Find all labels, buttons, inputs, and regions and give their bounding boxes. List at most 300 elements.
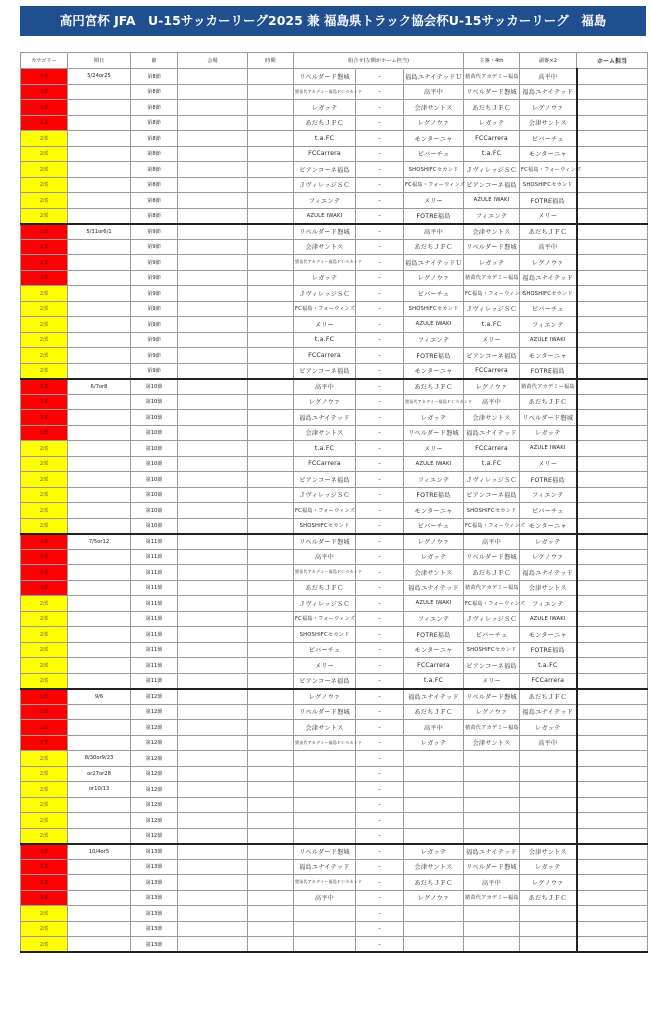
home-duty-cell [577,301,648,317]
assistant-referee-cell: レグノウァ [520,549,577,565]
vs-dash-cell: - [356,596,404,612]
section-cell: 第9節 [131,348,178,364]
time-cell [248,720,294,736]
away-team-cell: レグノウァ [404,115,464,131]
home-duty-cell [577,518,648,534]
time-cell [248,115,294,131]
table-row [21,270,648,286]
referee-cell [464,782,520,798]
referee-cell: メリー [464,673,520,689]
assistant-referee-cell [520,813,577,829]
table-row [21,410,648,426]
category-cell: 2部 [21,611,68,627]
referee-cell: メリー [464,332,520,348]
away-team-cell: フィエンテ [404,472,464,488]
home-duty-cell [577,503,648,519]
assistant-referee-cell: レグノウァ [520,875,577,891]
away-team-cell: 福島ユナイテッド [404,689,464,705]
section-cell: 第12節 [131,766,178,782]
section-cell: 第9節 [131,363,178,379]
date-cell [68,906,131,922]
section-cell: 第12節 [131,828,178,844]
time-cell [248,84,294,100]
table-row [21,317,648,333]
away-team-cell: レグノウァ [404,534,464,550]
section-cell: 第13節 [131,937,178,953]
section-cell: 第10節 [131,425,178,441]
assistant-referee-cell: モンターニャ [520,518,577,534]
vs-dash-cell: - [356,348,404,364]
section-cell: 第10節 [131,441,178,457]
assistant-referee-cell [520,921,577,937]
category-cell: 2部 [21,193,68,209]
vs-dash-cell: - [356,828,404,844]
venue-cell [178,177,248,193]
header-time: 時間 [248,53,294,69]
header-category: カテゴリー [21,53,68,69]
time-cell [248,317,294,333]
home-team-cell: リベルダード磐城 [294,534,356,550]
assistant-referee-cell: メリー [520,208,577,224]
referee-cell: あだちＪＦＣ [464,565,520,581]
table-row [21,286,648,302]
table-row [21,472,648,488]
referee-cell: リベルダード磐城 [464,859,520,875]
home-team-cell: 猪苗代アカデミー福島ＦＣセカンド [294,255,356,271]
vs-dash-cell: - [356,193,404,209]
home-duty-cell [577,487,648,503]
table-row [21,828,648,844]
venue-cell [178,348,248,364]
away-team-cell: フィエンテ [404,611,464,627]
vs-dash-cell: - [356,751,404,767]
category-cell: 2部 [21,937,68,953]
table-row [21,689,648,705]
date-cell [68,704,131,720]
assistant-referee-cell: 福島ユナイテッド [520,84,577,100]
home-duty-cell [577,363,648,379]
home-team-cell [294,782,356,798]
referee-cell: SHOSHIFCセカンド [464,642,520,658]
date-cell [68,503,131,519]
home-duty-cell [577,472,648,488]
category-cell: 2部 [21,642,68,658]
away-team-cell: モンターニャ [404,503,464,519]
date-cell: or27or28 [68,766,131,782]
referee-cell [464,813,520,829]
assistant-referee-cell [520,937,577,953]
section-cell: 第8節 [131,208,178,224]
table-row [21,890,648,906]
category-cell: 1部 [21,735,68,751]
home-team-cell: ビアンコーネ福島 [294,673,356,689]
section-cell: 第11節 [131,673,178,689]
vs-dash-cell: - [356,146,404,162]
vs-dash-cell: - [356,332,404,348]
vs-dash-cell: - [356,100,404,116]
section-cell: 第11節 [131,611,178,627]
home-team-cell [294,813,356,829]
date-cell [68,363,131,379]
section-cell: 第11節 [131,580,178,596]
table-row [21,565,648,581]
section-cell: 第13節 [131,921,178,937]
table-row [21,177,648,193]
time-cell [248,394,294,410]
date-cell [68,642,131,658]
venue-cell [178,379,248,395]
section-cell: 第11節 [131,534,178,550]
venue-cell [178,735,248,751]
date-cell [68,472,131,488]
time-cell [248,162,294,178]
assistant-referee-cell: 猪苗代アカデミー福島 [520,379,577,395]
table-row [21,751,648,767]
home-team-cell: 会津サントス [294,239,356,255]
home-team-cell: ＪヴィレッジＳＣ [294,487,356,503]
assistant-referee-cell [520,766,577,782]
vs-dash-cell: - [356,224,404,240]
date-cell: 5/24or25 [68,69,131,85]
away-team-cell: 高平中 [404,224,464,240]
date-cell [68,828,131,844]
category-cell: 2部 [21,162,68,178]
assistant-referee-cell: レガッテ [520,534,577,550]
category-cell: 1部 [21,115,68,131]
section-cell: 第12節 [131,720,178,736]
home-duty-cell [577,921,648,937]
vs-dash-cell: - [356,115,404,131]
time-cell [248,859,294,875]
away-team-cell: 福島ユナイテッドＵ [404,255,464,271]
home-duty-cell [577,658,648,674]
section-cell: 第13節 [131,875,178,891]
table-row [21,859,648,875]
date-cell [68,394,131,410]
home-team-cell: ＪヴィレッジＳＣ [294,596,356,612]
home-duty-cell [577,224,648,240]
assistant-referee-cell: 会津サントス [520,580,577,596]
date-cell [68,177,131,193]
venue-cell [178,580,248,596]
category-cell: 2部 [21,348,68,364]
date-cell [68,580,131,596]
home-team-cell: レグノウァ [294,689,356,705]
venue-cell [178,131,248,147]
table-row [21,549,648,565]
home-team-cell: ＪヴィレッジＳＣ [294,177,356,193]
venue-cell [178,828,248,844]
home-duty-cell [577,673,648,689]
vs-dash-cell: - [356,875,404,891]
section-cell: 第13節 [131,890,178,906]
assistant-referee-cell [520,782,577,798]
section-cell: 第11節 [131,658,178,674]
section-cell: 第8節 [131,131,178,147]
venue-cell [178,782,248,798]
time-cell [248,518,294,534]
category-cell: 1部 [21,270,68,286]
time-cell [248,813,294,829]
referee-cell: 高平中 [464,394,520,410]
vs-dash-cell: - [356,379,404,395]
section-cell: 第9節 [131,332,178,348]
home-duty-cell [577,859,648,875]
table-row [21,84,648,100]
date-cell [68,208,131,224]
referee-cell [464,766,520,782]
away-team-cell [404,921,464,937]
home-team-cell: メリー [294,317,356,333]
category-cell: 1部 [21,69,68,85]
venue-cell [178,534,248,550]
assistant-referee-cell: フィエンテ [520,317,577,333]
away-team-cell: FOTRE福島 [404,487,464,503]
home-team-cell: 高平中 [294,379,356,395]
referee-cell [464,751,520,767]
referee-cell: 猪苗代アカデミー福島 [464,890,520,906]
home-duty-cell [577,441,648,457]
venue-cell [178,100,248,116]
referee-cell: リベルダード磐城 [464,84,520,100]
venue-cell [178,906,248,922]
header-venue: 会場 [178,53,248,69]
date-cell [68,518,131,534]
venue-cell [178,410,248,426]
category-cell: 1部 [21,890,68,906]
home-duty-cell [577,270,648,286]
assistant-referee-cell: ビバーチェ [520,301,577,317]
time-cell [248,255,294,271]
venue-cell [178,611,248,627]
home-team-cell [294,751,356,767]
category-cell: 1部 [21,239,68,255]
vs-dash-cell: - [356,410,404,426]
venue-cell [178,115,248,131]
referee-cell [464,797,520,813]
category-cell: 2部 [21,131,68,147]
venue-cell [178,487,248,503]
header-referee: 主審・4th [464,53,520,69]
date-cell: 6/7or8 [68,379,131,395]
time-cell [248,503,294,519]
venue-cell [178,503,248,519]
category-cell: 1部 [21,859,68,875]
vs-dash-cell: - [356,906,404,922]
referee-cell: 猪苗代アカデミー福島 [464,69,520,85]
table-row [21,332,648,348]
assistant-referee-cell: 高平中 [520,735,577,751]
referee-cell: ビバーチェ [464,627,520,643]
venue-cell [178,255,248,271]
away-team-cell: FCCarrera [404,658,464,674]
home-team-cell [294,797,356,813]
venue-cell [178,859,248,875]
home-team-cell: 会津サントス [294,720,356,736]
table-row [21,348,648,364]
category-cell: 2部 [21,673,68,689]
assistant-referee-cell: モンターニャ [520,146,577,162]
time-cell [248,193,294,209]
time-cell [248,565,294,581]
assistant-referee-cell: フィエンテ [520,596,577,612]
category-cell: 2部 [21,627,68,643]
section-cell: 第9節 [131,239,178,255]
table-row [21,875,648,891]
header-home-duty: ホーム担当 [577,53,648,69]
section-cell: 第8節 [131,177,178,193]
category-cell: 2部 [21,921,68,937]
section-cell: 第8節 [131,146,178,162]
away-team-cell [404,937,464,953]
referee-cell: 猪苗代アカデミー福島 [464,270,520,286]
venue-cell [178,441,248,457]
home-duty-cell [577,69,648,85]
time-cell [248,348,294,364]
date-cell [68,611,131,627]
section-cell: 第11節 [131,549,178,565]
table-row [21,658,648,674]
away-team-cell: レガッテ [404,844,464,860]
assistant-referee-cell [520,797,577,813]
home-duty-cell [577,875,648,891]
date-cell: 10/4or5 [68,844,131,860]
referee-cell: レグノウァ [464,379,520,395]
assistant-referee-cell: あだちＪＦＣ [520,689,577,705]
away-team-cell: ビバーチェ [404,286,464,302]
vs-dash-cell: - [356,472,404,488]
home-duty-cell [577,394,648,410]
home-duty-cell [577,890,648,906]
time-cell [248,906,294,922]
table-row [21,704,648,720]
home-duty-cell [577,735,648,751]
venue-cell [178,704,248,720]
referee-cell: FC福島・フォーウィンズ [464,286,520,302]
section-cell: 第8節 [131,162,178,178]
home-team-cell: FCCarrera [294,348,356,364]
away-team-cell: レガッテ [404,549,464,565]
home-team-cell: t.a.FC [294,131,356,147]
section-cell: 第8節 [131,69,178,85]
home-duty-cell [577,828,648,844]
time-cell [248,286,294,302]
away-team-cell: あだちＪＦＣ [404,239,464,255]
venue-cell [178,642,248,658]
referee-cell: SHOSHIFCセカンド [464,503,520,519]
assistant-referee-cell: FOTRE福島 [520,193,577,209]
vs-dash-cell: - [356,69,404,85]
vs-dash-cell: - [356,549,404,565]
away-team-cell: 猪苗代アカデミー福島ＦＣセカンド [404,394,464,410]
table-row [21,797,648,813]
venue-cell [178,890,248,906]
time-cell [248,937,294,953]
category-cell: 2部 [21,596,68,612]
table-row [21,782,648,798]
section-cell: 第8節 [131,100,178,116]
table-row [21,193,648,209]
referee-cell: 福島ユナイテッド [464,425,520,441]
home-duty-cell [577,146,648,162]
page-title: 高円宮杯 JFA U-15サッカーリーグ2025 兼 福島県トラック協会杯U-15サッカーリーグ 福島 [20,6,646,36]
category-cell: 1部 [21,379,68,395]
venue-cell [178,751,248,767]
away-team-cell: FC福島・フォーウィンズ [404,177,464,193]
table-row [21,642,648,658]
referee-cell: ＪヴィレッジＳＣ [464,472,520,488]
table-row [21,534,648,550]
section-cell: 第9節 [131,317,178,333]
away-team-cell: 高平中 [404,720,464,736]
category-cell: 2部 [21,317,68,333]
date-cell [68,875,131,891]
time-cell [248,487,294,503]
away-team-cell [404,782,464,798]
header-matchup: 組合せ(左側がホーム担当) [294,53,464,69]
venue-cell [178,270,248,286]
date-cell [68,487,131,503]
category-cell: 1部 [21,875,68,891]
venue-cell [178,658,248,674]
vs-dash-cell: - [356,270,404,286]
venue-cell [178,286,248,302]
assistant-referee-cell: ビバーチェ [520,503,577,519]
time-cell [248,69,294,85]
assistant-referee-cell: AZULE IWAKI [520,441,577,457]
table-row [21,146,648,162]
time-cell [248,301,294,317]
home-team-cell: リベルダード磐城 [294,224,356,240]
assistant-referee-cell: 高平中 [520,239,577,255]
assistant-referee-cell [520,906,577,922]
home-team-cell: 猪苗代アカデミー福島ＦＣセカンド [294,735,356,751]
date-cell [68,921,131,937]
home-team-cell: FC福島・フォーウィンズ [294,301,356,317]
vs-dash-cell: - [356,534,404,550]
time-cell [248,410,294,426]
referee-cell: FC福島・フォーウィンズ [464,596,520,612]
referee-cell: 福島ユナイテッド [464,844,520,860]
section-cell: 第10節 [131,379,178,395]
vs-dash-cell: - [356,177,404,193]
section-cell: 第11節 [131,565,178,581]
section-cell: 第10節 [131,518,178,534]
assistant-referee-cell: AZULE IWAKI [520,332,577,348]
category-cell: 2部 [21,146,68,162]
away-team-cell: AZULE IWAKI [404,317,464,333]
section-cell: 第12節 [131,689,178,705]
time-cell [248,131,294,147]
header-date: 期日 [68,53,131,69]
assistant-referee-cell: レガッテ [520,859,577,875]
venue-cell [178,766,248,782]
referee-cell: AZULE IWAKI [464,193,520,209]
category-cell: 2部 [21,782,68,798]
away-team-cell [404,751,464,767]
table-row [21,162,648,178]
date-cell [68,286,131,302]
home-team-cell: 猪苗代アカデミー福島ＦＣセカンド [294,84,356,100]
home-team-cell: FC福島・フォーウィンズ [294,503,356,519]
referee-cell [464,937,520,953]
away-team-cell: モンターニャ [404,642,464,658]
home-duty-cell [577,844,648,860]
referee-cell: ビアンコーネ福島 [464,177,520,193]
vs-dash-cell: - [356,627,404,643]
assistant-referee-cell: 会津サントス [520,844,577,860]
time-cell [248,270,294,286]
